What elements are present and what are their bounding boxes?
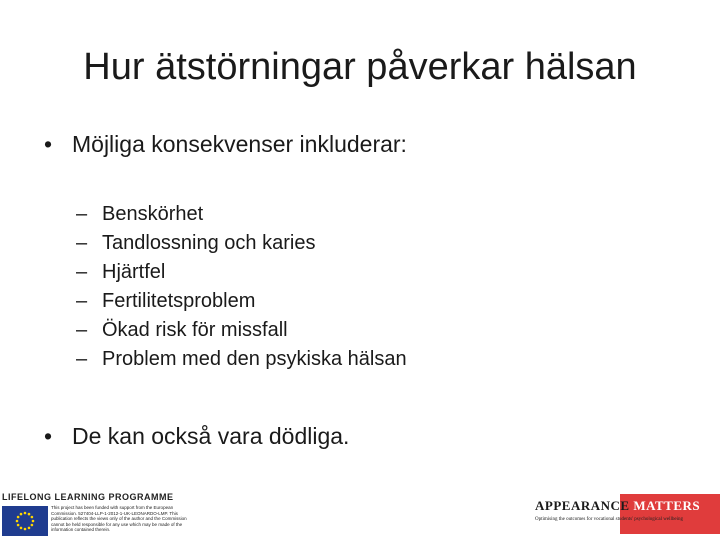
bullet-text: Möjliga konsekvenser inkluderar: [72, 131, 407, 157]
bullet-item [44, 130, 407, 158]
sub-bullet-text: Hjärtfel [102, 261, 166, 283]
eu-programme-logo [0, 492, 200, 538]
sub-bullet-text: Problem med den psykiska hälsan [102, 348, 407, 370]
sub-bullet-list [76, 200, 407, 374]
dash-marker: – [76, 319, 88, 341]
slide-title: Hur ätstörningar påverkar hälsan [83, 46, 637, 88]
eu-flag-icon [2, 506, 48, 536]
bullet-text: De kan också vara dödliga. [72, 423, 350, 449]
dash-marker: – [76, 232, 88, 254]
sub-bullet-item [76, 287, 407, 316]
sub-bullet-item [76, 200, 407, 229]
sub-bullet-text: Tandlossning och karies [102, 232, 316, 254]
bullet-marker: • [44, 423, 53, 449]
dash-marker: – [76, 203, 88, 225]
bullet-item [44, 422, 349, 450]
eu-programme-heading: LIFELONG LEARNING PROGRAMME [2, 492, 174, 502]
dash-marker: – [76, 261, 88, 283]
sub-bullet-item [76, 229, 407, 258]
dash-marker: – [76, 290, 88, 312]
eu-flag-stars [2, 506, 48, 536]
eu-disclaimer: This project has been funded with support from the European Commission. 527404-LLP-1-2012-1-UK-LEONARDO-LMP. This publication reflects the views only of the author and the Commission cannot be held responsible for any use which may be made of the information contained therein. [51, 505, 187, 533]
appearance-matters-logo [532, 494, 720, 534]
sub-bullet-text: Benskörhet [102, 203, 204, 225]
bullet-marker: • [44, 131, 53, 157]
logo-word-appearance: APPEARANCE [535, 498, 630, 513]
logo-word-matters: MATTERS [633, 498, 701, 513]
sub-bullet-text: Ökad risk för missfall [102, 319, 288, 341]
logo-tagline: Optimising the outcomes for vocational students' psychological wellbeing [535, 517, 683, 522]
sub-bullet-text: Fertilitetsproblem [102, 290, 256, 312]
sub-bullet-item [76, 345, 407, 374]
logo-wordmark [535, 498, 700, 514]
sub-bullet-item [76, 258, 407, 287]
sub-bullet-item [76, 316, 407, 345]
dash-marker: – [76, 348, 88, 370]
